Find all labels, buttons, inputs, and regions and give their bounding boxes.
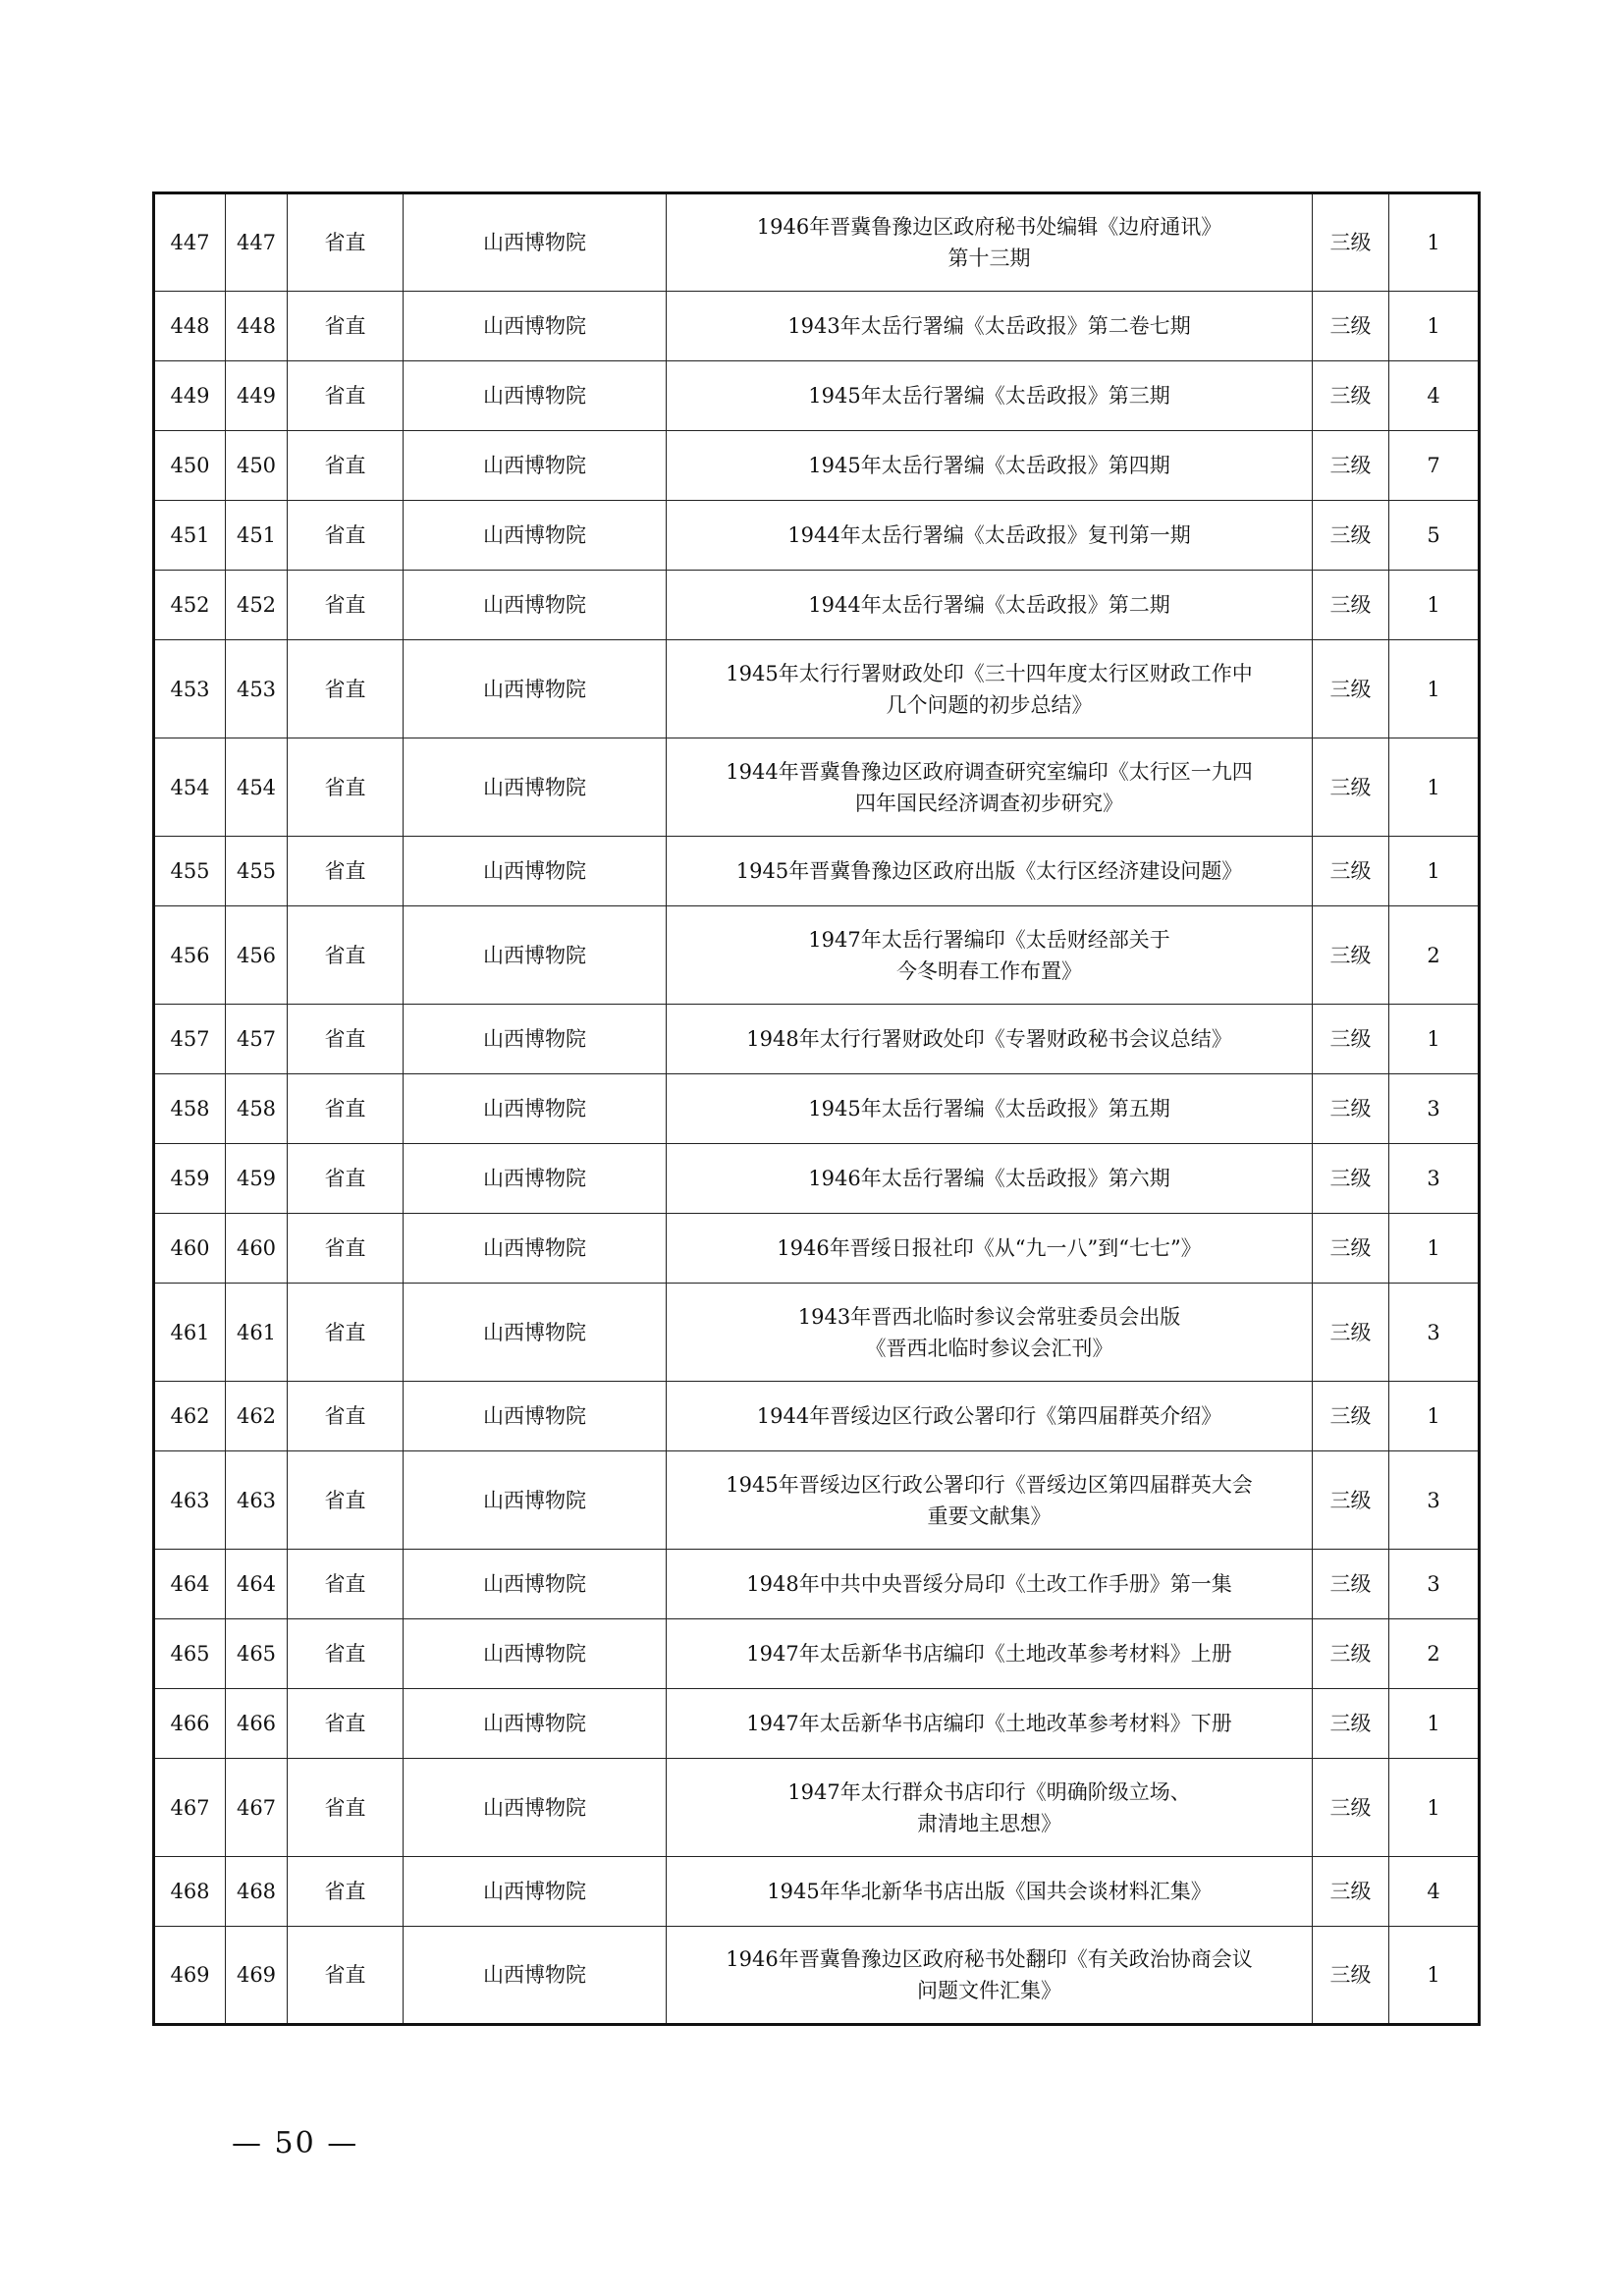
cell-quantity: 1	[1389, 1927, 1480, 2025]
cell-sequence: 466	[154, 1689, 226, 1759]
cell-sequence: 457	[154, 1005, 226, 1074]
cell-number: 463	[226, 1451, 288, 1550]
cell-quantity: 1	[1389, 738, 1480, 837]
cell-item-name	[667, 1759, 1313, 1857]
cell-sequence: 468	[154, 1857, 226, 1927]
cell-item-name	[667, 1382, 1313, 1451]
item-name-line: 1943年晋西北临时参议会常驻委员会出版	[797, 1304, 1181, 1329]
cell-item-name	[667, 1214, 1313, 1284]
cell-item-name	[667, 193, 1313, 292]
cell-grade: 三级	[1313, 361, 1389, 431]
cell-unit: 山西博物院	[404, 640, 667, 738]
cell-sequence: 460	[154, 1214, 226, 1284]
table-row	[154, 738, 1480, 837]
cell-number: 458	[226, 1074, 288, 1144]
cell-grade: 三级	[1313, 837, 1389, 906]
cell-quantity: 1	[1389, 571, 1480, 640]
cell-number: 448	[226, 292, 288, 361]
item-name-line: 四年国民经济调查初步研究》	[855, 791, 1123, 815]
cell-sequence: 463	[154, 1451, 226, 1550]
cell-grade: 三级	[1313, 1689, 1389, 1759]
cell-sequence: 465	[154, 1619, 226, 1689]
item-name-line: 1944年晋绥边区行政公署印行《第四届群英介绍》	[756, 1404, 1222, 1428]
item-name-line: 1947年太行群众书店印行《明确阶级立场、	[787, 1779, 1191, 1804]
item-name-line: 1948年太行行署财政处印《专署财政秘书会议总结》	[746, 1027, 1232, 1051]
cell-category: 省直	[288, 1074, 404, 1144]
cell-grade: 三级	[1313, 1074, 1389, 1144]
collection-table	[152, 191, 1481, 2026]
cell-category: 省直	[288, 1550, 404, 1619]
cell-grade: 三级	[1313, 1759, 1389, 1857]
cell-category: 省直	[288, 361, 404, 431]
cell-quantity: 3	[1389, 1284, 1480, 1382]
cell-grade: 三级	[1313, 1382, 1389, 1451]
item-name-line: 1945年太岳行署编《太岳政报》第三期	[808, 384, 1170, 408]
cell-number: 455	[226, 837, 288, 906]
cell-grade: 三级	[1313, 1619, 1389, 1689]
item-name-line: 1945年太岳行署编《太岳政报》第四期	[808, 454, 1170, 477]
cell-item-name	[667, 1074, 1313, 1144]
cell-category: 省直	[288, 1005, 404, 1074]
cell-unit: 山西博物院	[404, 1857, 667, 1927]
table-row	[154, 1382, 1480, 1451]
table-row	[154, 1857, 1480, 1927]
cell-unit: 山西博物院	[404, 292, 667, 361]
cell-grade: 三级	[1313, 1284, 1389, 1382]
item-name-line: 《晋西北临时参议会汇刊》	[865, 1336, 1113, 1360]
cell-category: 省直	[288, 1451, 404, 1550]
cell-number: 452	[226, 571, 288, 640]
item-name-line: 1946年晋冀鲁豫边区政府秘书处翻印《有关政治协商会议	[726, 1947, 1253, 1971]
table-row	[154, 1927, 1480, 2025]
cell-number: 450	[226, 431, 288, 501]
cell-quantity: 2	[1389, 1619, 1480, 1689]
cell-quantity: 1	[1389, 1759, 1480, 1857]
cell-unit: 山西博物院	[404, 1284, 667, 1382]
item-name-line: 1944年太岳行署编《太岳政报》第二期	[808, 593, 1170, 617]
cell-quantity: 1	[1389, 1689, 1480, 1759]
cell-number: 464	[226, 1550, 288, 1619]
cell-item-name	[667, 1550, 1313, 1619]
cell-number: 469	[226, 1927, 288, 2025]
cell-unit: 山西博物院	[404, 361, 667, 431]
cell-number: 451	[226, 501, 288, 571]
cell-grade: 三级	[1313, 738, 1389, 837]
cell-category: 省直	[288, 1144, 404, 1214]
cell-category: 省直	[288, 1689, 404, 1759]
cell-category: 省直	[288, 501, 404, 571]
item-name-line: 1945年太行行署财政处印《三十四年度太行区财政工作中	[726, 661, 1253, 685]
cell-item-name	[667, 906, 1313, 1005]
cell-sequence: 458	[154, 1074, 226, 1144]
cell-quantity: 3	[1389, 1074, 1480, 1144]
cell-quantity: 1	[1389, 640, 1480, 738]
cell-grade: 三级	[1313, 1927, 1389, 2025]
table-row	[154, 1759, 1480, 1857]
cell-category: 省直	[288, 738, 404, 837]
cell-number: 449	[226, 361, 288, 431]
cell-quantity: 7	[1389, 431, 1480, 501]
table-row	[154, 193, 1480, 292]
item-name-line: 1944年太岳行署编《太岳政报》复刊第一期	[787, 523, 1191, 547]
cell-unit: 山西博物院	[404, 1214, 667, 1284]
cell-sequence: 454	[154, 738, 226, 837]
table-row	[154, 1550, 1480, 1619]
table-row	[154, 837, 1480, 906]
cell-number: 468	[226, 1857, 288, 1927]
cell-item-name	[667, 292, 1313, 361]
table-row	[154, 292, 1480, 361]
cell-quantity: 3	[1389, 1550, 1480, 1619]
cell-number: 459	[226, 1144, 288, 1214]
item-name-line: 第十三期	[947, 246, 1031, 270]
cell-number: 466	[226, 1689, 288, 1759]
cell-grade: 三级	[1313, 1214, 1389, 1284]
cell-grade: 三级	[1313, 1451, 1389, 1550]
cell-item-name	[667, 361, 1313, 431]
cell-grade: 三级	[1313, 193, 1389, 292]
cell-unit: 山西博物院	[404, 501, 667, 571]
cell-number: 467	[226, 1759, 288, 1857]
cell-category: 省直	[288, 837, 404, 906]
cell-item-name	[667, 1857, 1313, 1927]
cell-grade: 三级	[1313, 1550, 1389, 1619]
cell-item-name	[667, 1144, 1313, 1214]
cell-sequence: 467	[154, 1759, 226, 1857]
cell-sequence: 450	[154, 431, 226, 501]
cell-grade: 三级	[1313, 571, 1389, 640]
cell-grade: 三级	[1313, 501, 1389, 571]
cell-number: 462	[226, 1382, 288, 1451]
cell-quantity: 1	[1389, 193, 1480, 292]
cell-quantity: 1	[1389, 1005, 1480, 1074]
cell-grade: 三级	[1313, 1144, 1389, 1214]
table-row	[154, 501, 1480, 571]
item-name-line: 1945年华北新华书店出版《国共会谈材料汇集》	[767, 1880, 1212, 1903]
cell-sequence: 449	[154, 361, 226, 431]
cell-category: 省直	[288, 1382, 404, 1451]
table-row	[154, 361, 1480, 431]
cell-category: 省直	[288, 1284, 404, 1382]
cell-grade: 三级	[1313, 906, 1389, 1005]
cell-item-name	[667, 738, 1313, 837]
cell-quantity: 1	[1389, 292, 1480, 361]
cell-number: 460	[226, 1214, 288, 1284]
cell-unit: 山西博物院	[404, 906, 667, 1005]
cell-sequence: 448	[154, 292, 226, 361]
cell-item-name	[667, 1689, 1313, 1759]
page-number: — 50 —	[232, 2126, 359, 2160]
cell-quantity: 4	[1389, 1857, 1480, 1927]
cell-item-name	[667, 1927, 1313, 2025]
cell-item-name	[667, 640, 1313, 738]
item-name-line: 1947年太岳新华书店编印《土地改革参考材料》上册	[746, 1642, 1232, 1666]
cell-unit: 山西博物院	[404, 1074, 667, 1144]
cell-sequence: 447	[154, 193, 226, 292]
cell-sequence: 459	[154, 1144, 226, 1214]
cell-quantity: 3	[1389, 1144, 1480, 1214]
cell-category: 省直	[288, 193, 404, 292]
cell-item-name	[667, 1005, 1313, 1074]
cell-unit: 山西博物院	[404, 571, 667, 640]
cell-quantity: 2	[1389, 906, 1480, 1005]
cell-grade: 三级	[1313, 1857, 1389, 1927]
cell-item-name	[667, 1451, 1313, 1550]
cell-unit: 山西博物院	[404, 1005, 667, 1074]
cell-quantity: 3	[1389, 1451, 1480, 1550]
table-row	[154, 1689, 1480, 1759]
cell-grade: 三级	[1313, 292, 1389, 361]
cell-number: 453	[226, 640, 288, 738]
cell-unit: 山西博物院	[404, 431, 667, 501]
cell-number: 461	[226, 1284, 288, 1382]
cell-sequence: 464	[154, 1550, 226, 1619]
item-name-line: 1945年晋冀鲁豫边区政府出版《太行区经济建设问题》	[735, 859, 1243, 883]
item-name-line: 重要文献集》	[927, 1503, 1052, 1528]
cell-item-name	[667, 431, 1313, 501]
cell-unit: 山西博物院	[404, 1927, 667, 2025]
table-row	[154, 1074, 1480, 1144]
cell-number: 465	[226, 1619, 288, 1689]
item-name-line: 1946年太岳行署编《太岳政报》第六期	[808, 1167, 1170, 1190]
cell-quantity: 1	[1389, 1214, 1480, 1284]
item-name-line: 1946年晋绥日报社印《从“九一八”到“七七”》	[777, 1236, 1202, 1260]
cell-number: 447	[226, 193, 288, 292]
cell-quantity: 4	[1389, 361, 1480, 431]
cell-category: 省直	[288, 1759, 404, 1857]
cell-item-name	[667, 501, 1313, 571]
table-row	[154, 640, 1480, 738]
cell-number: 454	[226, 738, 288, 837]
cell-category: 省直	[288, 1214, 404, 1284]
cell-quantity: 5	[1389, 501, 1480, 571]
cell-item-name	[667, 1619, 1313, 1689]
cell-unit: 山西博物院	[404, 193, 667, 292]
cell-unit: 山西博物院	[404, 1619, 667, 1689]
item-name-line: 肃清地主思想》	[917, 1811, 1061, 1835]
table-row	[154, 571, 1480, 640]
cell-grade: 三级	[1313, 431, 1389, 501]
item-name-line: 1946年晋冀鲁豫边区政府秘书处编辑《边府通讯》	[756, 215, 1222, 239]
cell-sequence: 456	[154, 906, 226, 1005]
cell-grade: 三级	[1313, 640, 1389, 738]
cell-grade: 三级	[1313, 1005, 1389, 1074]
table-row	[154, 906, 1480, 1005]
cell-number: 457	[226, 1005, 288, 1074]
cell-category: 省直	[288, 431, 404, 501]
item-name-line: 1948年中共中央晋绥分局印《土改工作手册》第一集	[746, 1572, 1232, 1596]
cell-item-name	[667, 1284, 1313, 1382]
cell-category: 省直	[288, 571, 404, 640]
item-name-line: 几个问题的初步总结》	[886, 692, 1093, 717]
cell-category: 省直	[288, 640, 404, 738]
item-name-line: 1947年太岳行署编印《太岳财经部关于	[808, 927, 1170, 952]
cell-category: 省直	[288, 906, 404, 1005]
table-row	[154, 1144, 1480, 1214]
item-name-line: 1945年太岳行署编《太岳政报》第五期	[808, 1097, 1170, 1121]
cell-quantity: 1	[1389, 1382, 1480, 1451]
item-name-line: 1943年太岳行署编《太岳政报》第二卷七期	[787, 314, 1191, 338]
cell-sequence: 462	[154, 1382, 226, 1451]
cell-unit: 山西博物院	[404, 1759, 667, 1857]
cell-quantity: 1	[1389, 837, 1480, 906]
table-row	[154, 1214, 1480, 1284]
cell-number: 456	[226, 906, 288, 1005]
cell-unit: 山西博物院	[404, 1550, 667, 1619]
item-name-line: 问题文件汇集》	[917, 1979, 1061, 2002]
cell-category: 省直	[288, 292, 404, 361]
cell-sequence: 453	[154, 640, 226, 738]
item-name-line: 1945年晋绥边区行政公署印行《晋绥边区第四届群英大会	[726, 1472, 1253, 1497]
cell-sequence: 461	[154, 1284, 226, 1382]
cell-unit: 山西博物院	[404, 1382, 667, 1451]
cell-category: 省直	[288, 1619, 404, 1689]
cell-unit: 山西博物院	[404, 1451, 667, 1550]
item-name-line: 1944年晋冀鲁豫边区政府调查研究室编印《太行区一九四	[726, 759, 1253, 784]
cell-unit: 山西博物院	[404, 1689, 667, 1759]
cell-unit: 山西博物院	[404, 738, 667, 837]
cell-item-name	[667, 837, 1313, 906]
table-row	[154, 1005, 1480, 1074]
cell-sequence: 451	[154, 501, 226, 571]
table-row	[154, 1284, 1480, 1382]
cell-category: 省直	[288, 1857, 404, 1927]
cell-category: 省直	[288, 1927, 404, 2025]
cell-unit: 山西博物院	[404, 1144, 667, 1214]
cell-item-name	[667, 571, 1313, 640]
table-row	[154, 1619, 1480, 1689]
item-name-line: 今冬明春工作布置》	[896, 958, 1082, 983]
cell-sequence: 455	[154, 837, 226, 906]
table-row	[154, 431, 1480, 501]
item-name-line: 1947年太岳新华书店编印《土地改革参考材料》下册	[746, 1712, 1232, 1735]
cell-sequence: 452	[154, 571, 226, 640]
cell-unit: 山西博物院	[404, 837, 667, 906]
cell-sequence: 469	[154, 1927, 226, 2025]
table-row	[154, 1451, 1480, 1550]
